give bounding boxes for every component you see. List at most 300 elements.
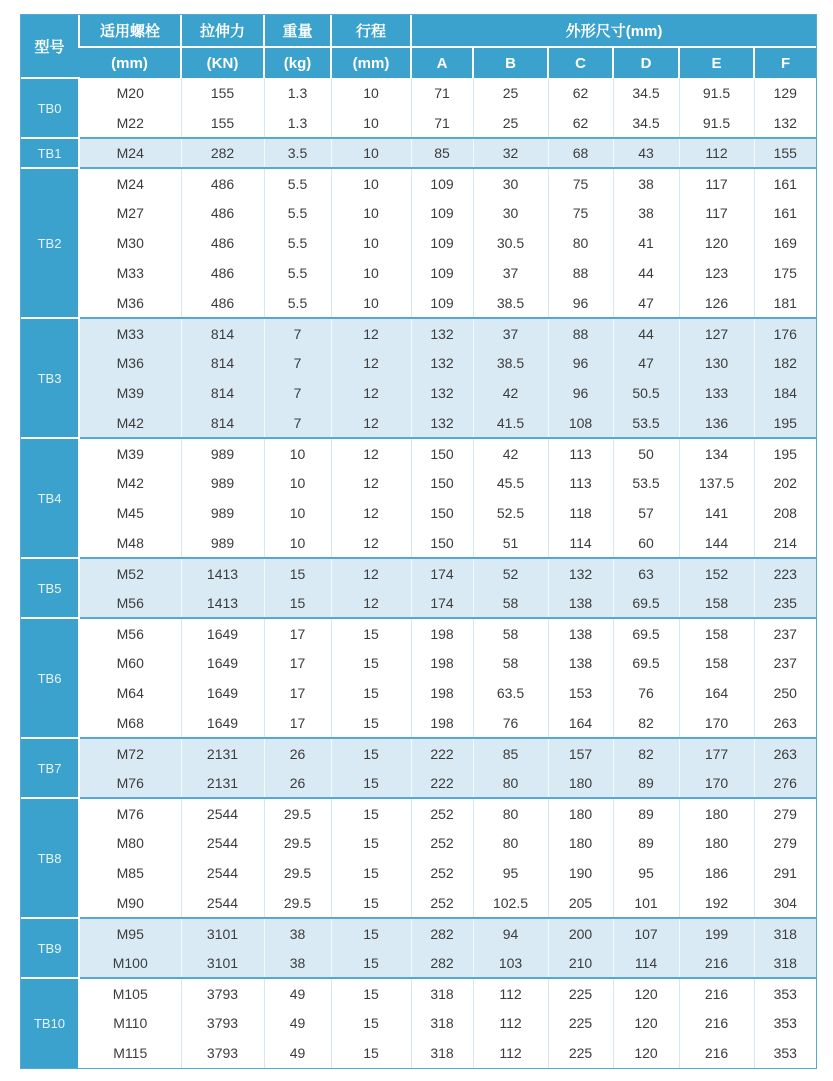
data-cell: 89	[613, 828, 679, 858]
data-cell: 152	[679, 558, 754, 588]
data-cell: 80	[473, 798, 548, 828]
data-cell: 216	[679, 1008, 754, 1038]
data-cell: 1649	[181, 648, 264, 678]
data-cell: 62	[548, 78, 613, 108]
data-cell: M95	[79, 918, 181, 948]
data-cell: 62	[548, 108, 613, 138]
data-cell: M36	[79, 288, 181, 318]
table-row	[21, 438, 816, 468]
data-cell: 42	[473, 438, 548, 468]
header-row-2	[21, 47, 816, 78]
table-row	[21, 408, 816, 438]
data-cell: 155	[181, 108, 264, 138]
data-cell: 117	[679, 198, 754, 228]
data-cell: 38	[613, 198, 679, 228]
data-cell: 25	[473, 108, 548, 138]
data-cell: 170	[679, 768, 754, 798]
data-cell: 10	[331, 78, 411, 108]
data-cell: 170	[679, 708, 754, 738]
data-cell: 38	[264, 918, 331, 948]
data-cell: M110	[79, 1008, 181, 1038]
data-cell: 7	[264, 378, 331, 408]
table-row	[21, 528, 816, 558]
data-cell: 318	[411, 1008, 473, 1038]
data-cell: 50	[613, 438, 679, 468]
data-cell: 49	[264, 1008, 331, 1038]
data-cell: 1.3	[264, 78, 331, 108]
model-cell: TB9	[21, 918, 79, 978]
data-cell: M90	[79, 888, 181, 918]
data-cell: 164	[679, 678, 754, 708]
data-cell: 225	[548, 978, 613, 1008]
data-cell: 141	[679, 498, 754, 528]
data-cell: 216	[679, 1038, 754, 1068]
data-cell: 12	[331, 348, 411, 378]
data-cell: 53.5	[613, 468, 679, 498]
data-cell: 3101	[181, 948, 264, 978]
data-cell: 88	[548, 258, 613, 288]
data-cell: 32	[473, 138, 548, 168]
data-cell: 34.5	[613, 108, 679, 138]
data-cell: 180	[679, 828, 754, 858]
data-cell: 15	[331, 948, 411, 978]
data-cell: 132	[411, 348, 473, 378]
data-cell: 12	[331, 558, 411, 588]
data-cell: 49	[264, 1038, 331, 1068]
table-row	[21, 258, 816, 288]
data-cell: 91.5	[679, 78, 754, 108]
data-cell: 114	[613, 948, 679, 978]
data-cell: 2544	[181, 798, 264, 828]
data-cell: 58	[473, 648, 548, 678]
data-cell: 202	[754, 468, 816, 498]
data-cell: 198	[411, 708, 473, 738]
col-header-dim-d: D	[613, 47, 679, 78]
data-cell: 138	[548, 588, 613, 618]
data-cell: 225	[548, 1038, 613, 1068]
data-cell: 114	[548, 528, 613, 558]
data-cell: 1649	[181, 708, 264, 738]
data-cell: 85	[473, 738, 548, 768]
data-cell: 10	[331, 168, 411, 198]
data-cell: 2131	[181, 738, 264, 768]
data-cell: 41	[613, 228, 679, 258]
data-cell: 486	[181, 168, 264, 198]
data-cell: 58	[473, 618, 548, 648]
data-cell: 486	[181, 258, 264, 288]
data-cell: 10	[264, 498, 331, 528]
data-cell: 205	[548, 888, 613, 918]
data-cell: 279	[754, 828, 816, 858]
data-cell: 38	[613, 168, 679, 198]
data-cell: 138	[548, 648, 613, 678]
data-cell: 29.5	[264, 888, 331, 918]
data-cell: 989	[181, 468, 264, 498]
table-row	[21, 648, 816, 678]
data-cell: 10	[331, 258, 411, 288]
data-cell: 51	[473, 528, 548, 558]
data-cell: M20	[79, 78, 181, 108]
data-cell: 282	[411, 948, 473, 978]
data-cell: 76	[613, 678, 679, 708]
data-cell: 989	[181, 528, 264, 558]
data-cell: M105	[79, 978, 181, 1008]
data-cell: 12	[331, 528, 411, 558]
table-row	[21, 1008, 816, 1038]
data-cell: 216	[679, 948, 754, 978]
col-header-dimensions: 外形尺寸(mm)	[411, 15, 816, 47]
data-cell: 282	[181, 138, 264, 168]
data-cell: 44	[613, 318, 679, 348]
header-row-1	[21, 15, 816, 47]
data-cell: 120	[613, 978, 679, 1008]
data-cell: 3101	[181, 918, 264, 948]
model-cell: TB6	[21, 618, 79, 738]
data-cell: 80	[548, 228, 613, 258]
data-cell: 137.5	[679, 468, 754, 498]
table-body	[21, 78, 816, 1068]
data-cell: 82	[613, 708, 679, 738]
data-cell: M64	[79, 678, 181, 708]
data-cell: 109	[411, 168, 473, 198]
data-cell: M85	[79, 858, 181, 888]
data-cell: 263	[754, 738, 816, 768]
data-cell: 17	[264, 648, 331, 678]
data-cell: 15	[331, 858, 411, 888]
data-cell: 17	[264, 678, 331, 708]
data-cell: 112	[473, 1038, 548, 1068]
data-cell: 169	[754, 228, 816, 258]
table-row	[21, 288, 816, 318]
data-cell: 82	[613, 738, 679, 768]
data-cell: 814	[181, 408, 264, 438]
data-cell: 42	[473, 378, 548, 408]
data-cell: 214	[754, 528, 816, 558]
data-cell: 144	[679, 528, 754, 558]
data-cell: 195	[754, 408, 816, 438]
data-cell: M39	[79, 378, 181, 408]
data-cell: 282	[411, 918, 473, 948]
data-cell: 117	[679, 168, 754, 198]
data-cell: M24	[79, 168, 181, 198]
data-cell: 353	[754, 978, 816, 1008]
data-cell: 5.5	[264, 198, 331, 228]
data-cell: 7	[264, 318, 331, 348]
col-header-dim-b: B	[473, 47, 548, 78]
data-cell: 177	[679, 738, 754, 768]
data-cell: 318	[754, 948, 816, 978]
col-header-stroke: 行程	[331, 15, 411, 47]
data-cell: 133	[679, 378, 754, 408]
data-cell: 192	[679, 888, 754, 918]
data-cell: 276	[754, 768, 816, 798]
data-cell: 43	[613, 138, 679, 168]
table-row	[21, 948, 816, 978]
data-cell: 250	[754, 678, 816, 708]
data-cell: 158	[679, 588, 754, 618]
data-cell: M36	[79, 348, 181, 378]
table-row	[21, 318, 816, 348]
col-unit-bolt: (mm)	[79, 47, 181, 78]
data-cell: 486	[181, 288, 264, 318]
data-cell: 180	[679, 798, 754, 828]
data-cell: 7	[264, 408, 331, 438]
data-cell: 109	[411, 228, 473, 258]
data-cell: 15	[331, 888, 411, 918]
data-cell: M76	[79, 768, 181, 798]
data-cell: 15	[331, 1038, 411, 1068]
col-unit-weight: (kg)	[264, 47, 331, 78]
data-cell: 5.5	[264, 258, 331, 288]
data-cell: 47	[613, 348, 679, 378]
table-row	[21, 678, 816, 708]
data-cell: 75	[548, 168, 613, 198]
data-cell: 353	[754, 1008, 816, 1038]
table-header	[21, 15, 816, 78]
table-row	[21, 618, 816, 648]
col-header-force: 拉伸力	[181, 15, 264, 47]
data-cell: M100	[79, 948, 181, 978]
data-cell: 237	[754, 648, 816, 678]
data-cell: M52	[79, 558, 181, 588]
data-cell: 7	[264, 348, 331, 378]
data-cell: 318	[754, 918, 816, 948]
data-cell: 198	[411, 618, 473, 648]
data-cell: 30.5	[473, 228, 548, 258]
data-cell: 3.5	[264, 138, 331, 168]
data-cell: 63	[613, 558, 679, 588]
data-cell: M45	[79, 498, 181, 528]
data-cell: 136	[679, 408, 754, 438]
data-cell: 109	[411, 288, 473, 318]
data-cell: 252	[411, 858, 473, 888]
table-row	[21, 498, 816, 528]
data-cell: 174	[411, 558, 473, 588]
data-cell: 49	[264, 978, 331, 1008]
data-cell: 1.3	[264, 108, 331, 138]
data-cell: 182	[754, 348, 816, 378]
data-cell: 15	[264, 588, 331, 618]
data-cell: 113	[548, 468, 613, 498]
table-row	[21, 78, 816, 108]
table-row	[21, 588, 816, 618]
data-cell: 89	[613, 798, 679, 828]
data-cell: 814	[181, 318, 264, 348]
data-cell: 45.5	[473, 468, 548, 498]
data-cell: 120	[613, 1008, 679, 1038]
table-row	[21, 978, 816, 1008]
data-cell: 1649	[181, 678, 264, 708]
data-cell: 132	[548, 558, 613, 588]
data-cell: 10	[331, 288, 411, 318]
data-cell: 132	[754, 108, 816, 138]
data-cell: 184	[754, 378, 816, 408]
data-cell: 174	[411, 588, 473, 618]
data-cell: 12	[331, 498, 411, 528]
table-row	[21, 708, 816, 738]
data-cell: 71	[411, 108, 473, 138]
data-cell: 89	[613, 768, 679, 798]
table-row	[21, 348, 816, 378]
col-header-dim-f: F	[754, 47, 816, 78]
data-cell: 150	[411, 468, 473, 498]
data-cell: 69.5	[613, 648, 679, 678]
data-cell: 161	[754, 198, 816, 228]
data-cell: 3793	[181, 978, 264, 1008]
data-cell: 63.5	[473, 678, 548, 708]
data-cell: 10	[264, 438, 331, 468]
data-cell: 814	[181, 378, 264, 408]
data-cell: 15	[331, 618, 411, 648]
data-cell: 208	[754, 498, 816, 528]
data-cell: 29.5	[264, 858, 331, 888]
data-cell: 318	[411, 978, 473, 1008]
data-cell: 1649	[181, 618, 264, 648]
table-row	[21, 1038, 816, 1068]
data-cell: 155	[754, 138, 816, 168]
data-cell: 96	[548, 348, 613, 378]
table-row	[21, 828, 816, 858]
data-cell: 123	[679, 258, 754, 288]
data-cell: 222	[411, 738, 473, 768]
data-cell: 814	[181, 348, 264, 378]
model-cell: TB10	[21, 978, 79, 1068]
data-cell: 91.5	[679, 108, 754, 138]
data-cell: 88	[548, 318, 613, 348]
data-cell: 15	[331, 1008, 411, 1038]
data-cell: 69.5	[613, 618, 679, 648]
data-cell: 102.5	[473, 888, 548, 918]
data-cell: 486	[181, 228, 264, 258]
model-cell: TB4	[21, 438, 79, 558]
data-cell: 138	[548, 618, 613, 648]
data-cell: 96	[548, 378, 613, 408]
data-cell: 222	[411, 768, 473, 798]
data-cell: 3793	[181, 1038, 264, 1068]
data-cell: 210	[548, 948, 613, 978]
data-cell: 50.5	[613, 378, 679, 408]
data-cell: M33	[79, 318, 181, 348]
data-cell: 25	[473, 78, 548, 108]
col-header-bolt: 适用螺栓	[79, 15, 181, 47]
data-cell: 95	[613, 858, 679, 888]
data-cell: 57	[613, 498, 679, 528]
data-cell: 223	[754, 558, 816, 588]
table-row	[21, 888, 816, 918]
data-cell: 38.5	[473, 288, 548, 318]
data-cell: 164	[548, 708, 613, 738]
data-cell: 29.5	[264, 798, 331, 828]
data-cell: M33	[79, 258, 181, 288]
data-cell: 216	[679, 978, 754, 1008]
data-cell: 15	[331, 648, 411, 678]
data-cell: 113	[548, 438, 613, 468]
data-cell: 12	[331, 408, 411, 438]
data-cell: 132	[411, 408, 473, 438]
data-cell: 120	[679, 228, 754, 258]
col-header-weight: 重量	[264, 15, 331, 47]
data-cell: 252	[411, 828, 473, 858]
data-cell: 252	[411, 798, 473, 828]
data-cell: 17	[264, 708, 331, 738]
data-cell: M72	[79, 738, 181, 768]
data-cell: 10	[331, 198, 411, 228]
data-cell: 157	[548, 738, 613, 768]
data-cell: 486	[181, 198, 264, 228]
data-cell: 10	[264, 528, 331, 558]
data-cell: 198	[411, 648, 473, 678]
table-row	[21, 138, 816, 168]
data-cell: 41.5	[473, 408, 548, 438]
data-cell: M39	[79, 438, 181, 468]
data-cell: M30	[79, 228, 181, 258]
data-cell: 353	[754, 1038, 816, 1068]
data-cell: M76	[79, 798, 181, 828]
data-cell: 200	[548, 918, 613, 948]
model-cell: TB8	[21, 798, 79, 918]
data-cell: 15	[331, 768, 411, 798]
data-cell: 158	[679, 648, 754, 678]
data-cell: 52	[473, 558, 548, 588]
data-cell: 108	[548, 408, 613, 438]
data-cell: 10	[331, 138, 411, 168]
data-cell: M42	[79, 408, 181, 438]
data-cell: 5.5	[264, 288, 331, 318]
data-cell: 112	[679, 138, 754, 168]
col-unit-force: (KN)	[181, 47, 264, 78]
data-cell: 26	[264, 738, 331, 768]
data-cell: 95	[473, 858, 548, 888]
data-cell: 29.5	[264, 828, 331, 858]
data-cell: 279	[754, 798, 816, 828]
data-cell: 71	[411, 78, 473, 108]
data-cell: 15	[331, 978, 411, 1008]
data-cell: 30	[473, 168, 548, 198]
data-cell: 186	[679, 858, 754, 888]
model-cell: TB3	[21, 318, 79, 438]
data-cell: M48	[79, 528, 181, 558]
data-cell: 68	[548, 138, 613, 168]
data-cell: 989	[181, 438, 264, 468]
table-row	[21, 918, 816, 948]
data-cell: M27	[79, 198, 181, 228]
data-cell: 58	[473, 588, 548, 618]
table-row	[21, 108, 816, 138]
data-cell: 155	[181, 78, 264, 108]
data-cell: 126	[679, 288, 754, 318]
data-cell: 10	[264, 468, 331, 498]
data-cell: 103	[473, 948, 548, 978]
col-header-dim-a: A	[411, 47, 473, 78]
col-unit-stroke: (mm)	[331, 47, 411, 78]
data-cell: 150	[411, 528, 473, 558]
data-cell: 304	[754, 888, 816, 918]
data-cell: 150	[411, 438, 473, 468]
data-cell: 34.5	[613, 78, 679, 108]
data-cell: 263	[754, 708, 816, 738]
data-cell: 10	[331, 108, 411, 138]
data-cell: 318	[411, 1038, 473, 1068]
data-cell: 37	[473, 318, 548, 348]
data-cell: 38.5	[473, 348, 548, 378]
data-cell: 190	[548, 858, 613, 888]
data-cell: 80	[473, 768, 548, 798]
data-cell: 195	[754, 438, 816, 468]
data-cell: 94	[473, 918, 548, 948]
model-cell: TB0	[21, 78, 79, 138]
data-cell: 180	[548, 768, 613, 798]
table-row	[21, 798, 816, 828]
